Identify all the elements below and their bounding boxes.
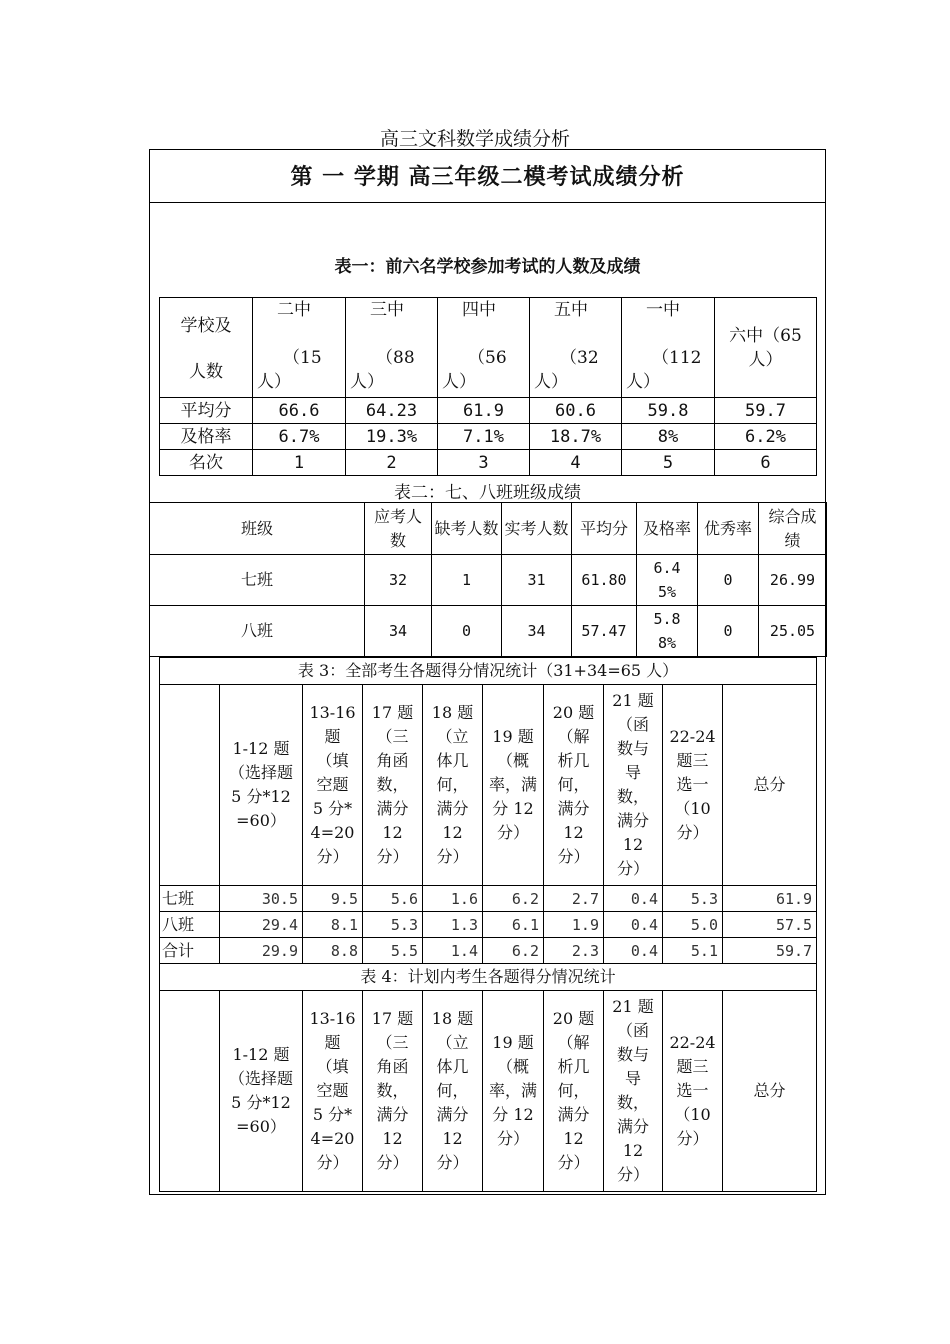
table1-row-rank — [160, 450, 817, 476]
table1-row-passrate — [160, 424, 817, 450]
table2-header-row — [150, 503, 827, 555]
school-name: 五中 — [554, 300, 588, 320]
table-cell: 57.5 — [723, 912, 817, 938]
report-title: 第 一 学期 高三年级二模考试成绩分析 — [290, 164, 685, 190]
school-count: （32 — [560, 348, 599, 368]
table-cell: 29.9 — [220, 938, 303, 964]
table-cell: 0.4 — [604, 938, 663, 964]
table-cell: 8.1 — [303, 912, 363, 938]
column-header: 综合成绩 — [759, 503, 827, 555]
column-header: 19 题（概率，满分 12 分） — [483, 685, 544, 886]
table-cell: 1 — [253, 450, 346, 476]
class-name: 八班 — [150, 606, 365, 657]
table-cell: 5 — [622, 450, 715, 476]
table-cell: 8% — [622, 424, 715, 450]
document-title: 高三文科数学成绩分析 — [379, 128, 570, 150]
table-cell: 6.7% — [253, 424, 346, 450]
table-cell: 1.9 — [544, 912, 604, 938]
column-header: 1-12 题（选择题 5 分*12=60） — [220, 991, 303, 1192]
table-cell: 1 — [432, 555, 502, 606]
table1-header-row — [160, 298, 817, 398]
table-cell: 8.8 — [303, 938, 363, 964]
table-cell: 6.2% — [715, 424, 817, 450]
school-count: （112 — [652, 348, 702, 368]
school-header-cell — [346, 298, 438, 398]
table-cell: 5.5 — [363, 938, 423, 964]
table-cell: 5.0 — [663, 912, 723, 938]
table-cell: 64.23 — [346, 398, 438, 424]
table-cell: 34 — [365, 606, 432, 657]
table-cell: 5.88% — [637, 606, 698, 657]
column-header: 应考人数 — [365, 503, 432, 555]
table-cell: 4 — [530, 450, 622, 476]
school-count: （56 — [468, 348, 507, 368]
column-header: 20 题（解析几何，满分 12 分） — [544, 685, 604, 886]
table-cell: 31 — [502, 555, 572, 606]
column-header: 18 题（立体几何，满分 12 分） — [423, 991, 483, 1192]
table-cell: 66.6 — [253, 398, 346, 424]
column-header: 17 题（三角函数，满分 12 分） — [363, 685, 423, 886]
table-cell: 29.4 — [220, 912, 303, 938]
school-header-cell — [530, 298, 622, 398]
row-label: 及格率 — [160, 424, 253, 450]
column-header — [160, 685, 220, 886]
table-cell: 7.1% — [438, 424, 530, 450]
column-header: 22-24 题三选一（10 分） — [663, 991, 723, 1192]
class-name: 七班 — [160, 886, 220, 912]
column-header: 20 题（解析几何，满分 12 分） — [544, 991, 604, 1192]
table4-caption-row — [160, 964, 817, 991]
table-cell: 19.3% — [346, 424, 438, 450]
school-header-cell — [622, 298, 715, 398]
table-cell: 5.6 — [363, 886, 423, 912]
school-name: 六中（65 — [729, 325, 802, 346]
column-header: 17 题（三角函数，满分 12 分） — [363, 991, 423, 1192]
title-divider — [150, 202, 825, 203]
table-cell: 2.3 — [544, 938, 604, 964]
column-header: 实考人数 — [502, 503, 572, 555]
table-cell: 61.80 — [572, 555, 637, 606]
row-label: 平均分 — [160, 398, 253, 424]
school-name: 三中 — [370, 300, 404, 320]
school-ranking-table — [159, 297, 817, 476]
school-header-cell — [253, 298, 346, 398]
column-header: 优秀率 — [698, 503, 759, 555]
table-cell: 5.3 — [663, 886, 723, 912]
table-cell: 18.7% — [530, 424, 622, 450]
table-cell: 0.4 — [604, 912, 663, 938]
table-row — [160, 938, 817, 964]
table-cell: 59.8 — [622, 398, 715, 424]
table-cell: 32 — [365, 555, 432, 606]
row-label: 名次 — [160, 450, 253, 476]
school-unit: 人） — [350, 372, 384, 392]
table4-header-row — [160, 991, 817, 1192]
table-cell: 60.6 — [530, 398, 622, 424]
school-unit: 人） — [626, 372, 660, 392]
column-header: 平均分 — [572, 503, 637, 555]
table-cell: 34 — [502, 606, 572, 657]
school-count: （15 — [283, 348, 322, 368]
corner-top-label: 学校及 — [180, 316, 232, 336]
table-cell: 6.45% — [637, 555, 698, 606]
column-header: 21 题（函数与导数，满分 12 分） — [604, 991, 663, 1192]
column-header: 22-24 题三选一（10 分） — [663, 685, 723, 886]
column-header: 19 题（概率，满分 12 分） — [483, 991, 544, 1192]
table-row — [150, 555, 827, 606]
class-name: 七班 — [150, 555, 365, 606]
table-cell: 6 — [715, 450, 817, 476]
table-cell: 6.1 — [483, 912, 544, 938]
column-header: 缺考人数 — [432, 503, 502, 555]
column-header — [160, 991, 220, 1192]
table-cell: 30.5 — [220, 886, 303, 912]
table-cell: 0.4 — [604, 886, 663, 912]
table-cell: 0 — [432, 606, 502, 657]
table-cell: 5.1 — [663, 938, 723, 964]
table-cell: 57.47 — [572, 606, 637, 657]
table-row — [160, 912, 817, 938]
table4-caption: 表 4：计划内考生各题得分情况统计 — [160, 964, 817, 991]
table-cell: 0 — [698, 555, 759, 606]
column-header: 及格率 — [637, 503, 698, 555]
column-header: 总分 — [723, 685, 817, 886]
table-cell: 2.7 — [544, 886, 604, 912]
table-cell: 6.2 — [483, 938, 544, 964]
table-cell: 59.7 — [723, 938, 817, 964]
class-name: 八班 — [160, 912, 220, 938]
table-cell: 61.9 — [438, 398, 530, 424]
table1-row-average — [160, 398, 817, 424]
table-cell: 1.6 — [423, 886, 483, 912]
school-unit: 人） — [257, 372, 291, 392]
class-name: 合计 — [160, 938, 220, 964]
table3-caption: 表 3：全部考生各题得分情况统计（31+34=65 人） — [160, 658, 817, 685]
table3-header-row — [160, 685, 817, 886]
table1-corner-cell — [160, 298, 253, 398]
table-row — [150, 606, 827, 657]
column-header: 18 题（立体几何，满分 12 分） — [423, 685, 483, 886]
table1-caption: 表一：前六名学校参加考试的人数及成绩 — [334, 257, 641, 277]
table-cell: 2 — [346, 450, 438, 476]
table2-caption: 表二：七、八班班级成绩 — [394, 483, 581, 503]
table-cell: 9.5 — [303, 886, 363, 912]
school-unit: 人） — [534, 372, 568, 392]
table-cell: 6.2 — [483, 886, 544, 912]
question-score-table — [159, 657, 817, 1192]
column-header: 13-16 题（填空题 5 分*4=20 分） — [303, 991, 363, 1192]
school-unit: 人） — [748, 349, 783, 370]
column-header: 1-12 题（选择题 5 分*12=60） — [220, 685, 303, 886]
table-row — [160, 886, 817, 912]
column-header: 13-16 题（填空题 5 分*4=20 分） — [303, 685, 363, 886]
table-cell: 61.9 — [723, 886, 817, 912]
corner-bottom-label: 人数 — [189, 362, 223, 382]
table-cell: 26.99 — [759, 555, 827, 606]
school-header-cell — [715, 298, 817, 398]
table-cell: 3 — [438, 450, 530, 476]
table-cell: 5.3 — [363, 912, 423, 938]
table-cell: 25.05 — [759, 606, 827, 657]
column-header: 21 题（函数与导数，满分 12 分） — [604, 685, 663, 886]
table-cell: 59.7 — [715, 398, 817, 424]
column-header: 总分 — [723, 991, 817, 1192]
table-cell: 1.3 — [423, 912, 483, 938]
table-cell: 1.4 — [423, 938, 483, 964]
table3-caption-row — [160, 658, 817, 685]
class-score-table — [149, 502, 827, 657]
school-header-cell — [438, 298, 530, 398]
school-name: 四中 — [462, 300, 496, 320]
table-cell: 0 — [698, 606, 759, 657]
column-header: 班级 — [150, 503, 365, 555]
school-unit: 人） — [442, 372, 476, 392]
school-name: 一中 — [646, 300, 680, 320]
school-name: 二中 — [277, 300, 311, 320]
school-count: （88 — [376, 348, 415, 368]
